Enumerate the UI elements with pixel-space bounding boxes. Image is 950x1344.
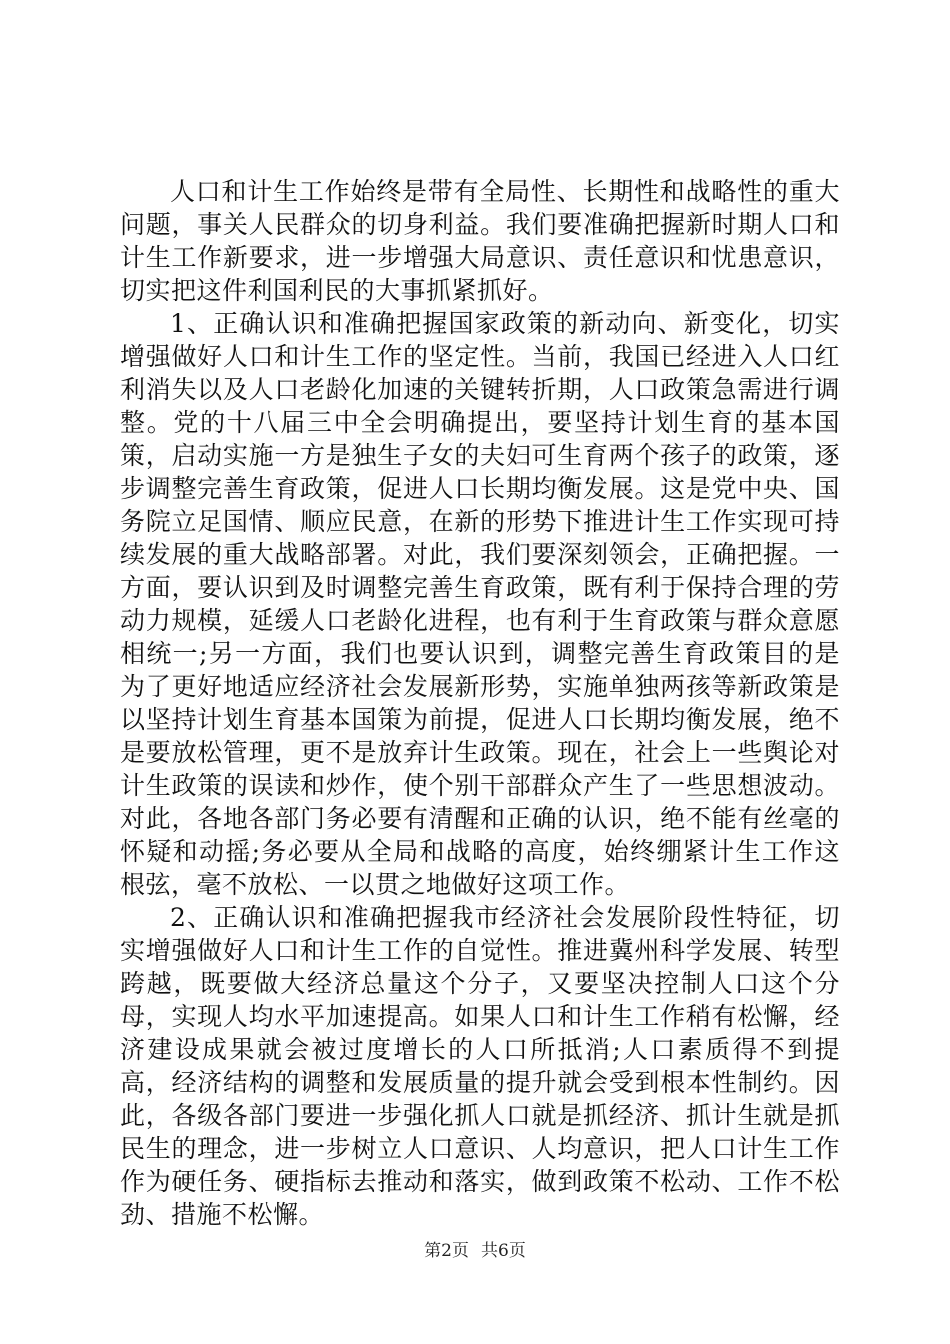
paragraph-point-2: 2、正确认识和准确把握我市经济社会发展阶段性特征，切实增强做好人口和计生工作的自觉性。推进冀州科学发展、转型跨越，既要做大经济总量这个分子，又要坚决控制人口这个分母，实现人均水平加速提高。如果人口和计生工作稍有松懈，经济建设成果就会被过度增长的人口所抵消;人口素质得不到提高，经济结构的调整和发展质量的提升就会受到根本性制约。因此，各级各部门要进一步强化抓人口就是抓经济、抓计生就是抓民生的理念，进一步树立人口意识、人均意识，把人口计生工作作为硬任务、硬指标去推动和落实，做到政策不松动、工作不松劲、措施不松懈。	[120, 903, 840, 1229]
document-body	[120, 175, 840, 1231]
paragraph-intro: 人口和计生工作始终是带有全局性、长期性和战略性的重大问题，事关人民群众的切身利益。我们要准确把握新时期人口和计生工作新要求，进一步增强大局意识、责任意识和忧患意识，切实把这件利国利民的大事抓紧抓好。	[120, 177, 840, 305]
paragraph-point-1: 1、正确认识和准确把握国家政策的新动向、新变化，切实增强做好人口和计生工作的坚定性。当前，我国已经进入人口红利消失以及人口老龄化加速的关键转折期，人口政策急需进行调整。党的十八届三中全会明确提出，要坚持计划生育的基本国策，启动实施一方是独生子女的夫妇可生育两个孩子的政策，逐步调整完善生育政策，促进人口长期均衡发展。这是党中央、国务院立足国情、顺应民意，在新的形势下推进计生工作实现可持续发展的重大战略部署。对此，我们要深刻领会，正确把握。一方面，要认识到及时调整完善生育政策，既有利于保持合理的劳动力规模，延缓人口老龄化进程，也有利于生育政策与群众意愿相统一;另一方面，我们也要认识到，调整完善生育政策目的是为了更好地适应经济社会发展新形势，实施单独两孩等新政策是以坚持计划生育基本国策为前提，促进人口长期均衡发展，绝不是要放松管理，更不是放弃计生政策。现在，社会上一些舆论对计生政策的误读和炒作，使个别干部群众产生了一些思想波动。对此，各地各部门务必要有清醒和正确的认识，绝不能有丝毫的怀疑和动摇;务必要从全局和战略的高度，始终绷紧计生工作这根弦，毫不放松、一以贯之地做好这项工作。	[120, 309, 840, 899]
page-footer	[0, 1236, 950, 1261]
page-total: 共6页	[481, 1241, 526, 1261]
page-number: 第2页	[424, 1241, 469, 1261]
